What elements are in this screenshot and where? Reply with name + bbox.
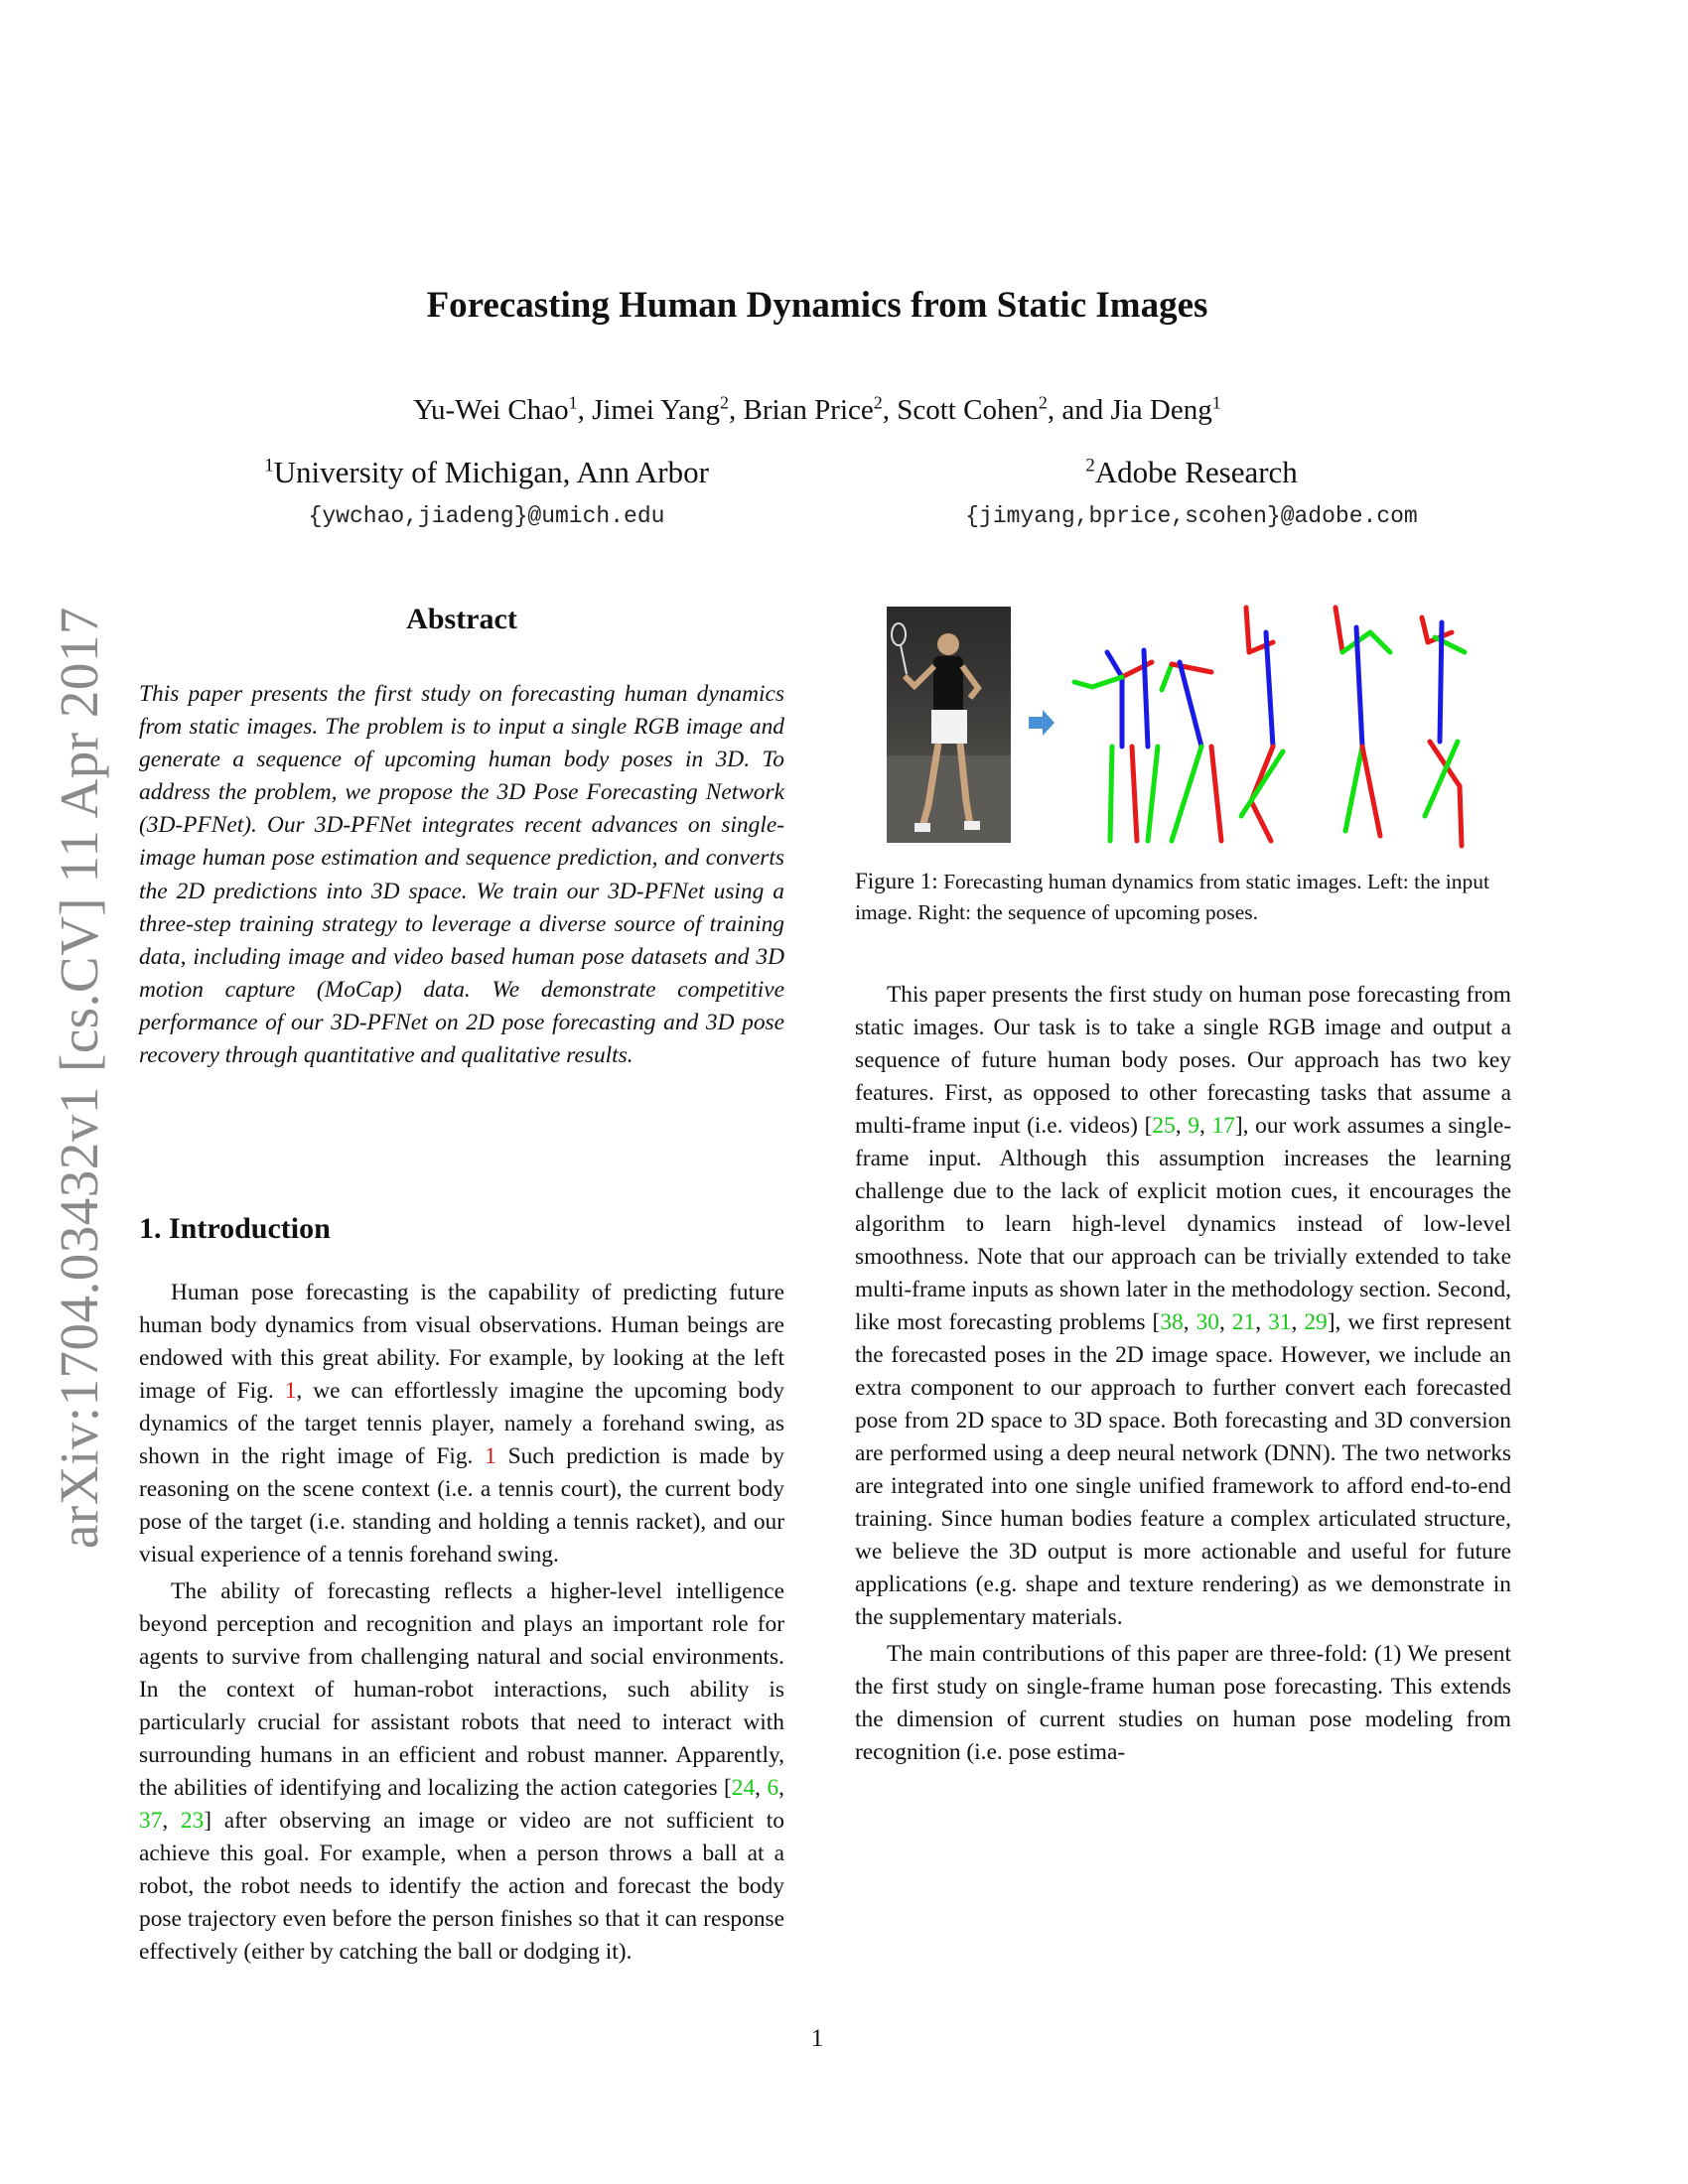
pose-frame-1 <box>1074 650 1221 841</box>
citation-link[interactable]: 6 <box>767 1775 779 1801</box>
author-affil-mark: 2 <box>1038 392 1048 413</box>
abstract-body: This paper presents the first study on forecasting human dynamics from static images. The problem is to input a single RGB image and generate a sequence of upcoming human body poses in 3D. To address the problem, we propose the 3D Pose Forecasting Network (3D-PFNet). Our 3D-PFNet integrates recent advances on single-image human pose estimation and sequence prediction, and converts the 2D predictions into 3D space. We train our 3D-PFNet using a three-step training strategy to leverage a diverse source of training data, including image and video based human pose datasets and 3D motion capture (MoCap) data. We demonstrate competitive performance of our 3D-PFNet on 2D pose forecasting and 3D pose recovery through quantitative and qualitative results. <box>139 681 784 1069</box>
page-number: 1 <box>810 2025 824 2052</box>
affiliation-2 <box>914 455 1470 490</box>
author-name: Scott Cohen <box>897 394 1039 426</box>
paragraph: The main contributions of this paper are three-fold: (1) We present the first study on single-frame human pose forecasting. This extends the dimension of current studies on human pose modeling from recognition (i.e. pose estima- <box>855 1641 1511 1765</box>
citation-link[interactable]: 23 <box>180 1808 205 1834</box>
author-name: Jia Deng <box>1110 394 1212 426</box>
affil-name: University of Michigan, Ann Arbor <box>273 455 709 489</box>
author-affil-mark: 2 <box>720 392 729 413</box>
pose-frame-2 <box>1241 608 1283 841</box>
paragraph: The ability of forecasting reflects a higher-level intelligence beyond perception and recognition and plays an important role for agents to survive from challenging natural and social environments. In the context of human-robot interactions, such ability is particularly crucial for assistant robots that need to interact with surrounding humans in an efficient and robust manner. Apparently, the abilities of identifying and localizing the action categories [24, 6, 37, 23] after observing an image or video are not sufficient to achieve this goal. For example, when a person throws a ball at a robot, the robot needs to identify the action and forecast the body pose trajectory even before the person finishes so that it can response effectively (either by catching the ball or dodging it). <box>139 1578 784 1965</box>
citation-link[interactable]: 38 <box>1160 1309 1184 1335</box>
figure-1 <box>884 603 1499 851</box>
author-affil-mark: 2 <box>873 392 883 413</box>
citation-link[interactable]: 21 <box>1231 1309 1256 1335</box>
citation-link[interactable]: 29 <box>1304 1309 1328 1335</box>
email-1: {ywchao,jiadeng}@umich.edu <box>308 503 665 529</box>
right-arrow-icon <box>1027 708 1056 738</box>
author-affil-mark: 1 <box>1211 392 1221 413</box>
email-2: {jimyang,bprice,scohen}@adobe.com <box>965 503 1418 529</box>
author-affil-mark: 1 <box>568 392 578 413</box>
citation-link[interactable]: 9 <box>1188 1113 1199 1139</box>
input-image <box>887 607 1011 843</box>
tennis-player-photo <box>887 607 1011 843</box>
figure-label: Figure 1: <box>855 869 938 893</box>
affil-number: 2 <box>1085 455 1095 477</box>
abstract-heading: Abstract <box>406 603 517 635</box>
citation-link[interactable]: 37 <box>139 1808 163 1834</box>
author-name: Jimei Yang <box>592 394 721 426</box>
caption-text: Forecasting human dynamics from static images. Left: the input image. Right: the sequence of upcoming poses. <box>855 870 1489 924</box>
paragraph: This paper presents the first study on human pose forecasting from static images. Our task is to take a single RGB image and output a sequence of future human body poses. Our approach has two key features. First, as opposed to other forecasting tasks that assume a multi-frame input (i.e. videos) [25, 9, 17], our work assumes a single-frame input. Although this assumption increases the learning challenge due to the lack of explicit motion cues, it encourages the algorithm to learn high-level dynamics instead of low-level smoothness. Note that our approach can be trivially extended to take multi-frame inputs as shown later in the methodology section. Second, like most forecasting problems [38, 30, 21, 31, 29], we first represent the forecasted poses in the 2D image space. However, we include an extra component to our approach to further convert each forecasted pose from 2D space to 3D space. Both forecasting and 3D conversion are performed using a deep neural network (DNN). The two networks are integrated into one single unified framework to afford end-to-end training. Since human bodies feature a complex articulated structure, we believe the 3D output is more actionable and useful for future applications (e.g. shape and texture rendering) as we demonstrate in the supplementary materials. <box>855 982 1512 1630</box>
section-heading-introduction: 1. Introduction <box>139 1212 331 1245</box>
author-name: Yu-Wei Chao <box>413 394 569 426</box>
citation-link[interactable]: 25 <box>1152 1113 1176 1139</box>
pose-frame-3 <box>1336 608 1390 836</box>
author-list: Yu-Wei Chao$^1$, Jimei Yang$^2$, Brian Price$^2$, Scott Cohen$^2$, and Jia Deng$^1$ <box>413 392 1221 426</box>
affiliation-1 <box>199 455 774 490</box>
author-name: Brian Price <box>743 394 874 426</box>
citation-link[interactable]: 24 <box>731 1775 756 1801</box>
paper-title: Forecasting Human Dynamics from Static Images <box>426 285 1208 326</box>
citation-link[interactable]: 17 <box>1211 1113 1235 1139</box>
left-column-body <box>139 1277 784 1973</box>
pose-frame-4 <box>1422 617 1465 846</box>
figure-ref-link[interactable]: 1 <box>284 1378 297 1404</box>
citation-link[interactable]: 31 <box>1268 1309 1292 1335</box>
figure-ref-link[interactable]: 1 <box>485 1443 496 1469</box>
paragraph: Human pose forecasting is the capability of predicting future human body dynamics from visual observations. Human beings are endowed with this great ability. For example, by looking at the left image of Fig. 1, we can effortlessly imagine the upcoming body dynamics of the target tennis player, namely a forehand swing, as shown in the right image of Fig. 1 Such prediction is made by reasoning on the scene context (i.e. a tennis court), the current body pose of the target (i.e. standing and holding a tennis racket), and our visual experience of a tennis forehand swing. <box>139 1280 784 1568</box>
right-column-body <box>855 979 1511 1773</box>
pose-sequence <box>1062 603 1499 851</box>
affil-number: 1 <box>264 455 274 477</box>
citation-link[interactable]: 30 <box>1196 1309 1219 1335</box>
arxiv-stamp: arXiv:1704.03432v1 [cs.CV] 11 Apr 2017 <box>49 607 109 1549</box>
affil-name: Adobe Research <box>1094 455 1298 489</box>
figure-1-caption <box>855 866 1511 928</box>
